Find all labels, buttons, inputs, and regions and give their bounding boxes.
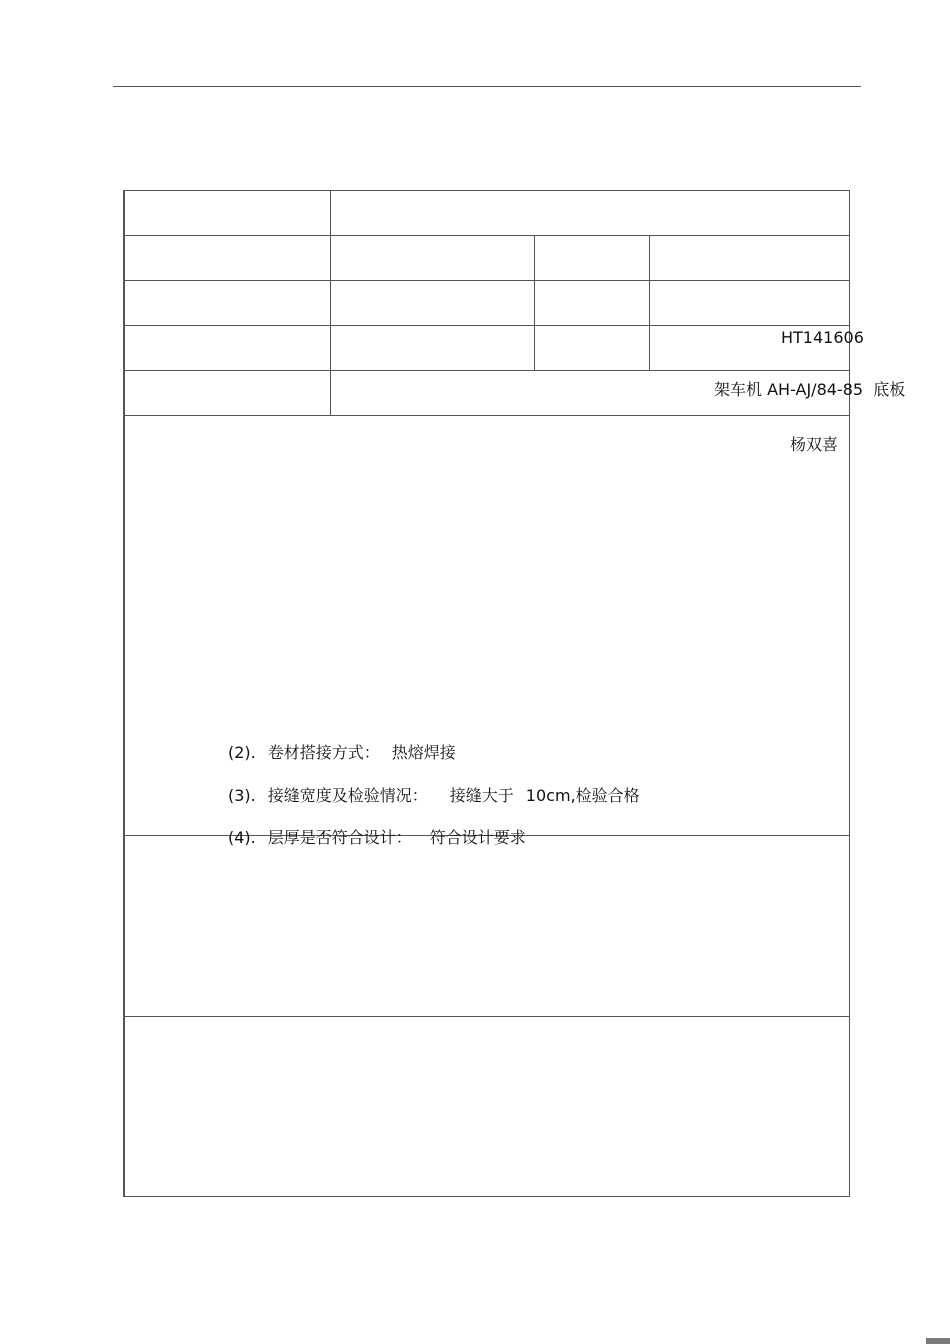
inspection-form-table [123,190,850,1197]
table-line [123,370,850,371]
table-line [330,190,331,416]
table-line [123,325,850,326]
machine-location [714,380,905,400]
table-line [123,235,850,236]
item-value: 热熔焊接 [391,743,456,762]
inspection-item-3 [228,786,640,806]
item-label: 接缝宽度及检验情况： [267,786,428,805]
item-value: 符合设计要求 [429,828,526,847]
inspection-item-2 [228,743,456,763]
table-line [123,1016,850,1017]
item-index: (3). [228,786,256,805]
machine-model: AH-AJ/84-85 [767,380,864,399]
inspection-item-4 [228,828,526,848]
project-code: HT141606 [781,328,864,347]
machine-part: 底板 [873,380,906,399]
table-line [123,190,125,1197]
table-line [123,280,850,281]
table-line [649,235,650,371]
item-value-suffix: 10cm,检验合格 [525,786,640,805]
table-line [123,190,850,191]
item-index: (2). [228,743,256,762]
page-corner-marker [926,1338,950,1344]
table-line [123,1196,850,1197]
item-label: 卷材搭接方式： [267,743,380,762]
item-label: 层厚是否符合设计： [267,828,412,847]
table-line [123,415,850,416]
responsible-person: 杨双喜 [790,435,839,454]
machine-prefix: 架车机 [714,380,763,399]
header-rule [113,86,861,87]
table-line [534,235,535,371]
item-index: (4). [228,828,256,847]
item-value-prefix: 接缝大于 [449,786,514,805]
